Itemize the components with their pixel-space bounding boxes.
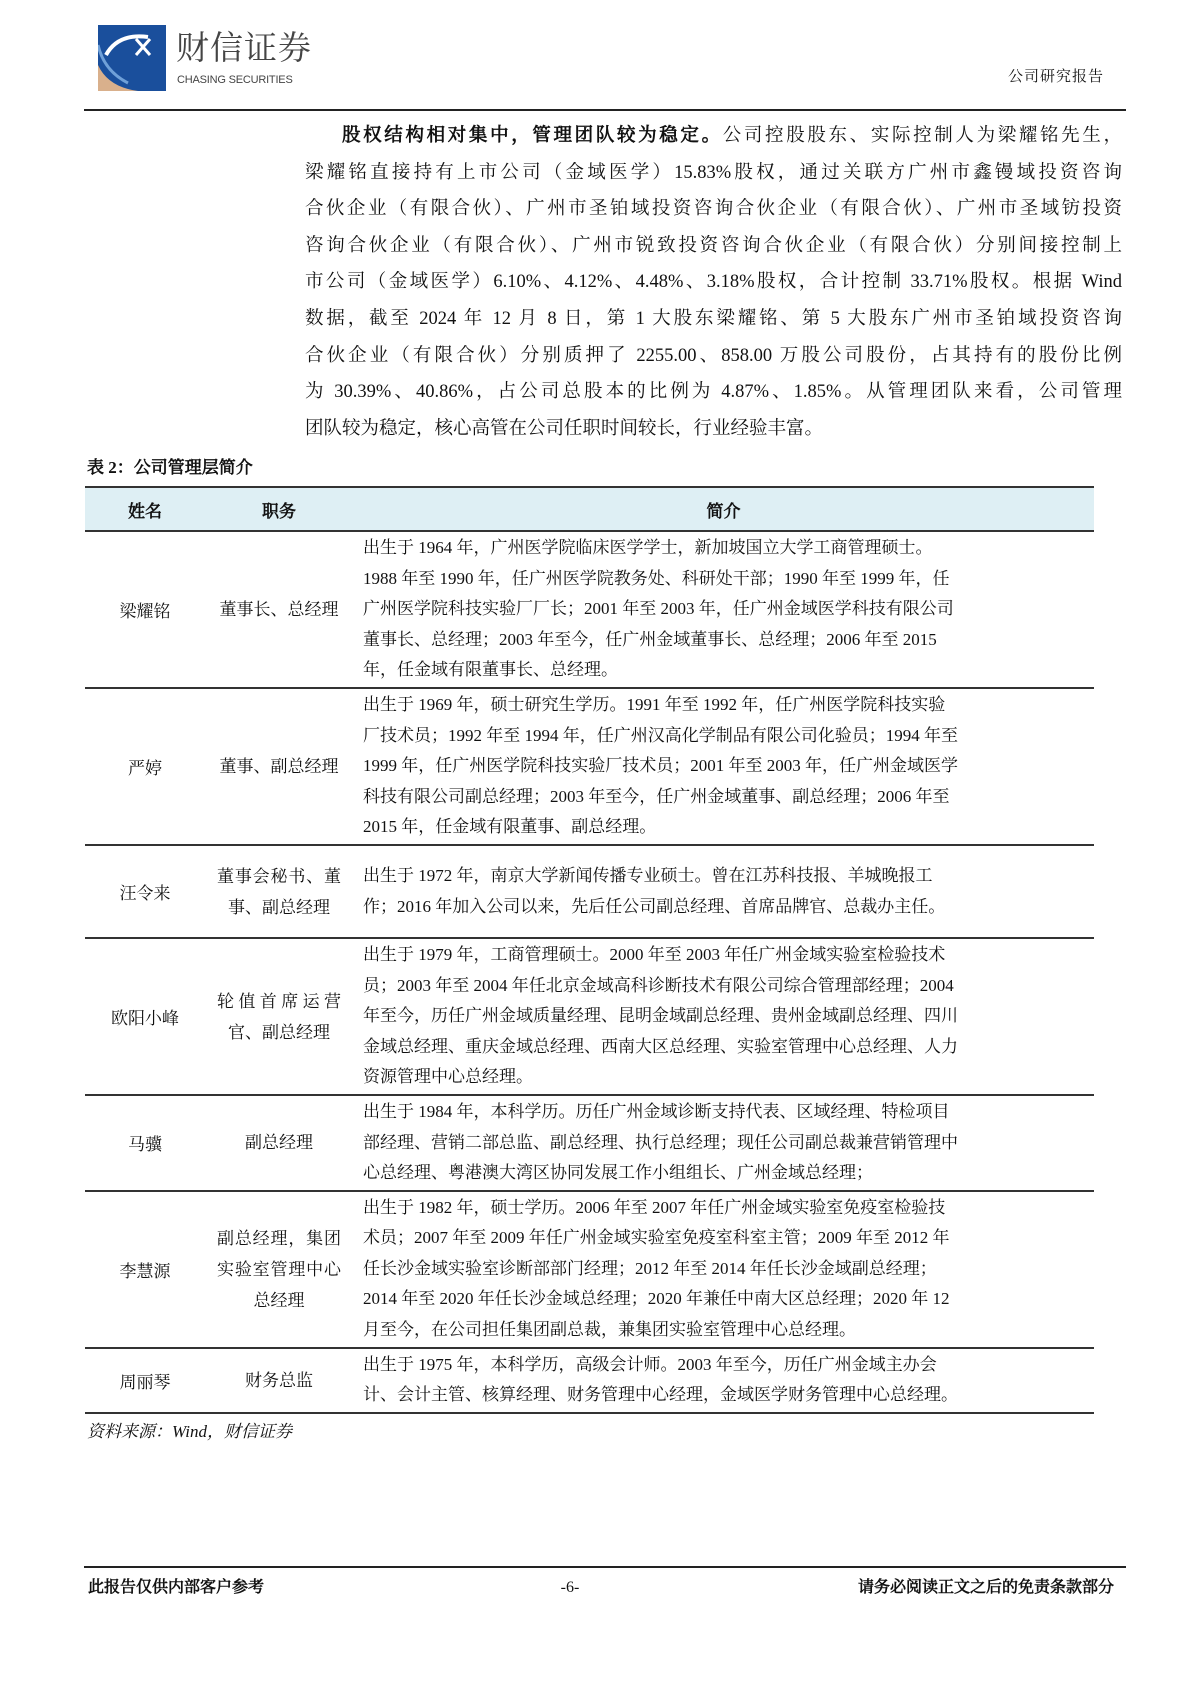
desc-line: 年至今，历任广州金域质量经理、昆明金域副总经理、贵州金域副总经理、四川 [363,1006,958,1026]
desc-line: 出生于 1984 年，本科学历。历任广州金域诊断支持代表、区域经理、特检项目 [363,1102,950,1121]
role-text: 副总经理 [245,1133,313,1153]
report-type: 公司研究报告 [1007,69,1104,85]
desc-line: 出生于 1969 年，硕士研究生学历。1991 年至 1992 年，任广州医学院科技实验 [363,695,946,715]
paragraph-line: 梁耀铭直接持有上市公司（金域医学）15.83%股权，通过关联方广州市鑫镘域投资咨询 [305,162,1122,183]
table-row [85,938,1094,1095]
desc-line: 科技有限公司副总经理；2003 年至今，任广州金域董事、副总经理；2006 年至 [363,786,950,806]
paragraph-line: 市公司（金域医学）6.10%、4.12%、4.48%、3.18%股权，合计控制 33.71%股权。根据 Wind [305,272,1122,293]
header-name: 姓名 [85,487,205,531]
desc-line: 2015 年，任金域有限董事、副总经理。 [363,817,657,837]
cell-name: 严婷 [85,688,205,845]
cell-name: 马骥 [85,1095,205,1191]
table-row [85,688,1094,845]
paragraph-line: 团队较为稳定，核心高管在公司任职时间较长，行业经验丰富。 [305,418,824,439]
paragraph-line [305,118,1122,155]
paragraph-line: 为 30.39%、40.86%，占公司总股本的比例为 4.87%、1.85%。从管理团队来看，公司管理 [305,382,1122,403]
footer-disclaimer-left: 此报告仅供内部客户参考 [88,1579,265,1596]
role-text: 董事、副总经理 [219,757,339,776]
header-divider [84,109,1126,111]
cell-desc [353,1191,1094,1348]
header-role: 职务 [205,487,353,531]
paragraph-line: 合伙企业（有限合伙）、广州市圣铂域投资咨询合伙企业（有限合伙）、广州市圣域钫投资 [305,199,1122,220]
brand-name-cn: 财信证券 [176,28,312,67]
paragraph-line: 合伙企业（有限合伙）分别质押了 2255.00、858.00 万股公司股份，占其持有的股份比例 [305,345,1122,366]
cell-role [205,688,353,845]
footer-disclaimer-right: 请务必阅读正文之后的免责条款部分 [857,1579,1114,1596]
cell-desc [353,688,1094,845]
table-row [85,1095,1094,1191]
cell-role [205,845,353,938]
role-text: 董事会秘书、董事、副总经理 [217,866,341,917]
role-text: 董事长、总经理 [219,600,339,619]
paragraph-line: 咨询合伙企业（有限合伙）、广州市锐致投资咨询合伙企业（有限合伙）分别间接控制上 [305,235,1122,256]
desc-line: 厂技术员；1992 年至 1994 年，任广州汉高化学制品有限公司化验员；1994 年至 [363,725,958,745]
role-text: 副总经理，集团实验室管理中心总经理 [217,1228,341,1310]
cell-desc [353,845,1094,938]
footer-divider [84,1566,1126,1568]
role-text: 轮值首席运营官、副总经理 [217,991,341,1042]
desc-line: 出生于 1982 年，硕士学历。2006 年至 2007 年任广州金域实验室免疫室检验技 [363,1197,946,1217]
desc-line: 1999 年，任广州医学院科技实验厂技术员；2001 年至 2003 年，任广州金域医学 [363,756,958,776]
desc-line: 董事长、总经理；2003 年至今，任广州金域董事长、总经理；2006 年至 2015 [363,629,937,649]
body-paragraph [305,118,1122,447]
desc-line: 金域总经理、重庆金域总经理、西南大区总经理、实验室管理中心总经理、人力 [363,1036,958,1056]
desc-line: 术员；2007 年至 2009 年任广州金域实验室免疫室科室主管；2009 年至 2012 年 [363,1228,950,1248]
table-section [85,456,1094,1444]
desc-line: 1988 年至 1990 年，任广州医学院教务处、科研处干部；1990 年至 1999 年，任 [363,568,950,588]
role-text: 财务总监 [245,1370,313,1390]
table-row [85,1348,1094,1413]
cell-role [205,1191,353,1348]
cell-role [205,1348,353,1413]
desc-line: 心总经理、粤港澳大湾区协同发展工作小组组长、广州金域总经理； [363,1163,873,1182]
desc-line: 出生于 1972 年，南京大学新闻传播专业硕士。曾在江苏科技报、羊城晚报工 [363,866,933,885]
desc-line: 2014 年至 2020 年任长沙金域总经理；2020 年兼任中南大区总经理；2020 年 12 [363,1289,950,1309]
table-source: 资料来源：Wind，财信证券 [87,1421,292,1441]
table-row [85,531,1094,688]
desc-line: 资源管理中心总经理。 [363,1067,533,1087]
desc-line: 年，任金域有限董事长、总经理。 [363,660,618,680]
paragraph-line: 数据，截至 2024 年 12 月 8 日，第 1 大股东梁耀铭、第 5 大股东广州市圣铂域投资咨询 [305,308,1122,329]
desc-line: 部经理、营销二部总监、副总经理、执行总经理；现任公司副总裁兼营销管理中 [363,1132,958,1152]
cell-name: 周丽琴 [85,1348,205,1413]
cell-desc [353,1095,1094,1191]
desc-line: 出生于 1979 年，工商管理硕士。2000 年至 2003 年任广州金域实验室检验技术 [363,945,946,965]
table-row [85,845,1094,938]
table-caption: 表 2：公司管理层简介 [87,458,253,477]
cell-desc [353,938,1094,1095]
cell-desc [353,531,1094,688]
cell-role [205,531,353,688]
cell-role [205,938,353,1095]
desc-line: 出生于 1964 年，广州医学院临床医学学士，新加坡国立大学工商管理硕士。 [363,538,933,558]
desc-line: 广州医学院科技实验厂厂长；2001 年至 2003 年，任广州金域医学科技有限公司 [363,599,954,619]
cell-role [205,1095,353,1191]
desc-line: 月至今，在公司担任集团副总裁，兼集团实验室管理中心总经理。 [363,1319,856,1339]
management-table [85,486,1094,1414]
desc-line: 作；2016 年加入公司以来，先后任公司副总经理、首席品牌官、总裁办主任。 [363,896,946,916]
desc-line: 员；2003 年至 2004 年任北京金域高科诊断技术有限公司综合管理部经理；2004 [363,975,954,995]
page-number: -6- [560,1579,580,1596]
cell-desc [353,1348,1094,1413]
cell-name: 李慧源 [85,1191,205,1348]
table-row [85,1191,1094,1348]
cell-name: 汪令来 [85,845,205,938]
paragraph-lead: 股权结构相对集中，管理团队较为稳定。 [342,126,723,146]
cell-name: 梁耀铭 [85,531,205,688]
desc-line: 计、会计主管、核算经理、财务管理中心经理，金域医学财务管理中心总经理。 [363,1385,958,1404]
cell-name: 欧阳小峰 [85,938,205,1095]
paragraph-text: 公司控股股东、实际控制人为梁耀铭先生， [722,126,1122,146]
desc-line: 出生于 1975 年，本科学历，高级会计师。2003 年至今，历任广州金域主办会 [363,1354,937,1374]
company-logo [98,25,166,91]
brand-name-en: CHASING SECURITIES [177,74,293,86]
desc-line: 任长沙金域实验室诊断部部门经理；2012 年至 2014 年任长沙金域副总经理； [363,1258,937,1278]
header-desc: 简介 [353,487,1094,531]
